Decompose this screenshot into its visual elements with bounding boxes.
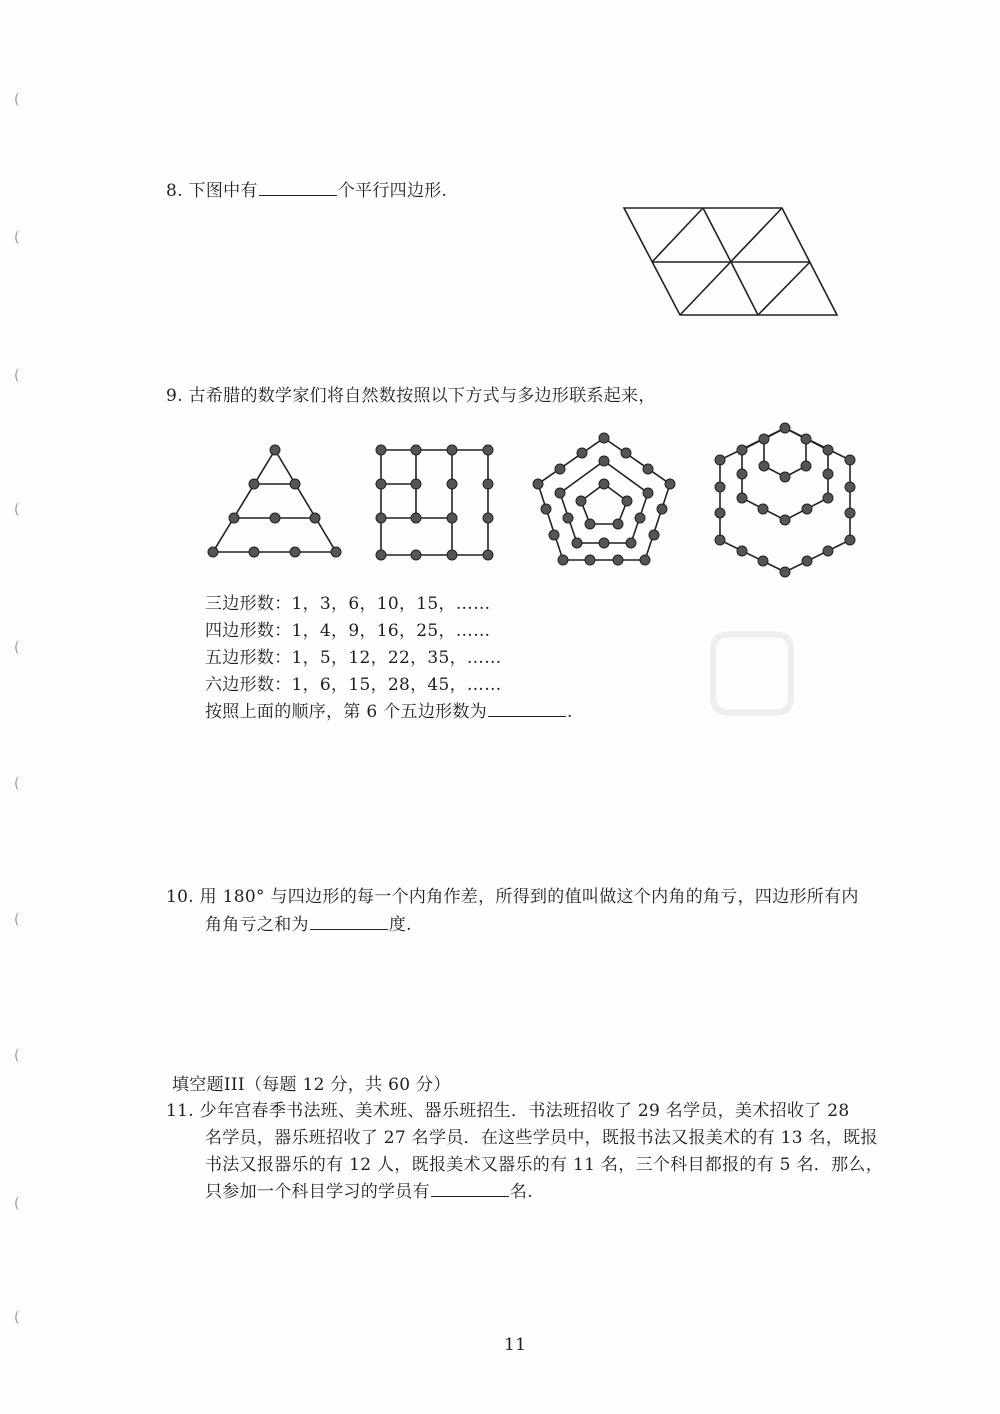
answer-blank[interactable] <box>488 701 566 717</box>
margin-mark: ( <box>14 1196 20 1212</box>
margin-mark: ( <box>14 776 20 792</box>
question-text: . <box>567 702 573 722</box>
sequence-row-triangle: 三边形数：1，3，6，10，15，…… <box>205 594 491 614</box>
pentagonal-number-figure <box>530 428 680 568</box>
diagonal-line <box>731 262 758 315</box>
margin-mark: ( <box>14 92 20 108</box>
answer-blank[interactable] <box>310 914 388 930</box>
margin-mark: ( <box>14 1048 20 1064</box>
margin-mark: ( <box>14 1310 20 1326</box>
question-text: 只参加一个科目学习的学员有 <box>205 1182 430 1202</box>
sequence-row-square: 四边形数：1，4，9，16，25，…… <box>205 621 491 641</box>
hexagonal-number-figure <box>708 420 868 580</box>
triangular-number-figure <box>205 440 345 565</box>
square-number-figure <box>372 440 497 565</box>
question-text: 下图中有 <box>188 181 258 201</box>
margin-mark: ( <box>14 502 20 518</box>
diagonal-line <box>652 208 703 262</box>
dots <box>376 445 493 560</box>
section-heading: 填空题III（每题 12 分，共 60 分） <box>172 1075 451 1095</box>
question-number: 9. <box>166 386 183 406</box>
question-text: 按照上面的顺序，第 6 个五边形数为 <box>205 702 488 722</box>
sequence-row-hexagon: 六边形数：1，6，15，28，45，…… <box>205 675 502 695</box>
margin-mark: ( <box>14 640 20 656</box>
question-text: 角角亏之和为 <box>205 915 309 935</box>
bleed-through-mark: ▢ <box>700 600 804 728</box>
answer-blank[interactable] <box>259 180 337 196</box>
question-10 <box>166 886 859 908</box>
question-number: 8. <box>166 181 183 201</box>
diagonal-line <box>758 262 810 315</box>
dots <box>715 423 855 577</box>
margin-mark: ( <box>14 230 20 246</box>
question-intro: 古希腊的数学家们将自然数按照以下方式与多边形联系起来， <box>188 386 656 406</box>
question-text: 少年宫春季书法班、美术班、器乐班招生．书法班招收了 29 名学员，美术招收了 28 <box>199 1101 850 1121</box>
question-11-line3: 书法又报器乐的有 12 人，既报美术又器乐的有 11 名，三个科目都报的有 5 名．那么， <box>205 1155 884 1175</box>
sequence-row-pentagon: 五边形数：1，5，12，22，35，…… <box>205 648 502 668</box>
question-number: 11. <box>166 1101 194 1121</box>
dots <box>208 445 341 557</box>
parallelogram-figure <box>620 205 840 320</box>
diagonal-line <box>703 208 731 262</box>
question-11 <box>166 1100 849 1122</box>
answer-blank[interactable] <box>431 1181 509 1197</box>
question-11-line4 <box>205 1181 533 1203</box>
margin-mark: ( <box>14 912 20 928</box>
margin-mark: ( <box>14 368 20 384</box>
question-text: 度. <box>388 915 412 935</box>
question-9-ask <box>205 701 573 723</box>
question-text: 名. <box>509 1182 533 1202</box>
question-text: 个平行四边形. <box>337 181 448 201</box>
question-8 <box>166 180 447 202</box>
dots <box>533 433 675 565</box>
question-text: 用 180° 与四边形的每一个内角作差，所得到的值叫做这个内角的角亏，四边形所有内 <box>199 887 859 907</box>
question-9 <box>166 385 656 407</box>
question-10-line2 <box>205 914 412 936</box>
question-11-line2: 名学员，器乐班招收了 27 名学员．在这些学员中，既报书法又报美术的有 13 名，既报 <box>205 1128 878 1148</box>
question-number: 10. <box>166 887 194 907</box>
page-number: 11 <box>504 1335 527 1355</box>
